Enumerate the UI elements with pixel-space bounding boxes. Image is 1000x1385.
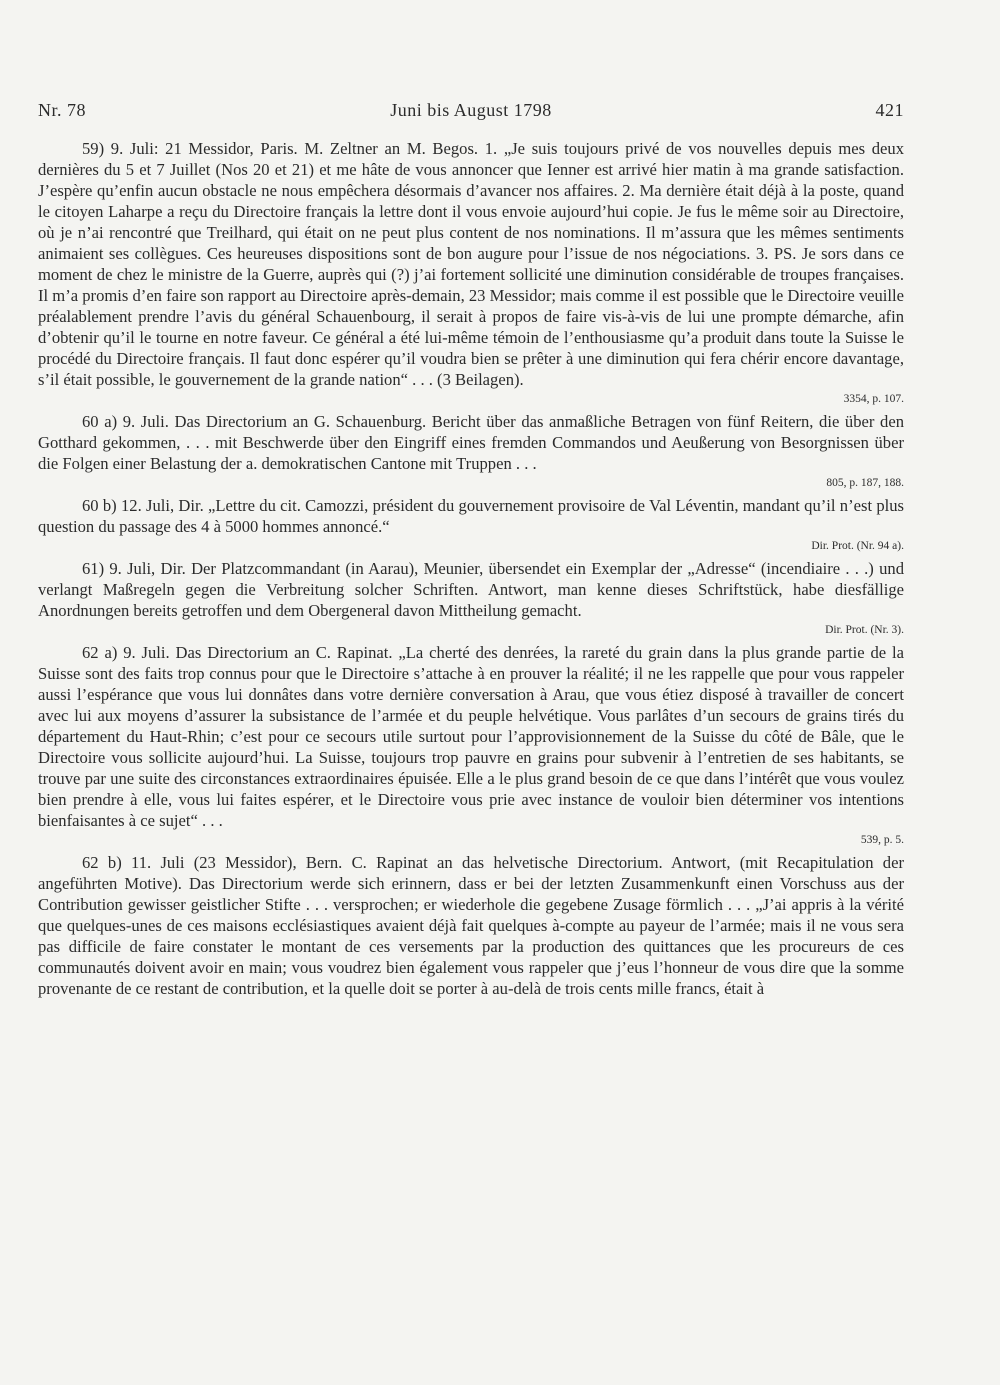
entry-59: [38, 138, 904, 406]
entry-text: 61) 9. Juli, Dir. Der Platzcommandant (in Aarau), Meunier, übersendet ein Exemplar der „Adresse“ (incendiaire . . .) und verlangt Maßregeln gegen die Verbreitung solcher Schriften. Antwort, man kenne dieses Schriftstück, habe diesfällige Anordnungen bereits getroffen und dem Obergeneral davon Mittheilung gemacht.: [38, 559, 904, 620]
entry-text: 62 a) 9. Juli. Das Directorium an C. Rapinat. „La cherté des denrées, la rareté du grain dans la plus grande partie de la Suisse sont des faits trop connus pour que le Directoire s’attache à en prouver la réalité; il ne les rappelle que pour vous rappeler aussi l’espérance que vous lui donnâtes dans votre dernière conversation à Arau, que vous étiez disposé à travailler de concert avec lui aux moyens d’assurer la subsistance de l’armée et du peuple helvétique. Vous parlâtes d’un secours de grains tirés du département du Haut-Rhin; c’est pour ce secours utile surtout pour l’approvisionnement de la Suisse du côté de Bâle, que le Directoire vous sollicite aujourd’hui. La Suisse, toujours trop pauvre en grains pour subvenir à l’entretien de ses habitants, se trouve par une suite des circonstances extraordinaires épuisée. Elle a le plus grand besoin de ce que dans l’intérêt que vous voulez bien prendre à elle, vous lui faites espérer, et le Directoire vous prie avec instance de vouloir bien déterminer vos intentions bienfaisantes à ce sujet“ . . .: [38, 643, 904, 830]
entry-text: 59) 9. Juli: 21 Messidor, Paris. M. Zeltner an M. Begos. 1. „Je suis toujours privé de vos nouvelles depuis mes deux dernières du 5 et 7 Juillet (Nos 20 et 21) et me hâte de vous annoncer que Ienner est arrivé hier matin à ma grande satisfaction. J’espère qu’enfin aucun obstacle ne nous empêchera désormais d’avancer nos affaires. 2. Ma dernière était déjà à la poste, quand le citoyen Laharpe a reçu du Directoire français la lettre dont il vous envoie aujourd’hui copie. Je fus le même soir au Directoire, où je n’ai rencontré que Treilhard, qui était on ne peut plus content de nos nominations. Il m’assura que les mêmes sentiments animaient ses collègues. Ces heureuses dispositions sont de bon augure pour l’issue de nos négociations. 3. PS. Je sors dans ce moment de chez le ministre de la Guerre, auprès qui (?) j’ai fortement sollicité une diminution considérable de troupes françaises. Il m’a promis d’en faire son rapport au Directoire après-demain, 23 Messidor; mais comme il est possible que le Directoire veuille préalablement prendre l’avis du général Schauenbourg, il serait à propos de faire vis-à-vis de lui une prompte démarche, afin d’obtenir qu’il le tourne en notre faveur. Ce général a été lui-même témoin de l’enthousiasme qu’a produit dans toute la Suisse le procédé du Directoire français. Il faut donc espérer qu’il voudra bien se prêter à une diminution qui fera chérir encore davantage, s’il était possible, le gouvernement de la grande nation“ . . . (3 Beilagen).: [38, 139, 904, 389]
running-header: [38, 100, 904, 126]
entry-60a: [38, 411, 904, 490]
source-reference: Dir. Prot. (Nr. 94 a).: [811, 540, 904, 552]
document-number: Nr. 78: [38, 100, 86, 120]
entry-text: 62 b) 11. Juli (23 Messidor), Bern. C. Rapinat an das helvetische Directorium. Antwort, (mit Recapitulation der angeführten Motive). Das Directorium werde sich erinnern, dass er bei der letzten Zusammenkunft einen Vorschuss aus der Contribution gewisser geistlicher Stifte . . . versprochen; er wiederhole die gegebene Zusage förmlich . . . „J’ai appris à la vérité que quelques-unes de ces maisons ecclésiastiques avaient déjà fait quelques à-compte au payeur de l’armée; mais il ne vous sera pas difficile de faire constater le montant de ces versements par la production des quittances que les procureurs de ces communautés doivent avoir en main; vous voudrez bien également vous rappeler que j’eus l’honneur de vous dire que la somme provenante de ce restant de contribution, et la quelle doit se porter à au-delà de trois cents mille francs, était à: [38, 853, 904, 998]
entry-60b: [38, 495, 904, 553]
entry-62a: [38, 642, 904, 847]
source-reference: 539, p. 5.: [860, 834, 904, 846]
entry-62b: [38, 852, 904, 999]
page-body: [38, 138, 904, 999]
running-title: Juni bis August 1798: [390, 100, 552, 120]
source-reference: 805, p. 187, 188.: [826, 477, 904, 489]
source-reference: 3354, p. 107.: [843, 393, 904, 405]
entry-text: 60 a) 9. Juli. Das Directorium an G. Schauenburg. Bericht über das anmaßliche Betragen von fünf Reitern, die über den Gotthard gekommen, . . . mit Beschwerde über den Eingriff eines fremden Commandos und Aeußerung von Besorgnissen über die Folgen einer Belastung der a. demokratischen Cantone mit Truppen . . .: [38, 412, 904, 473]
entry-61: [38, 558, 904, 637]
page-number: 421: [875, 100, 904, 120]
entry-text: 60 b) 12. Juli, Dir. „Lettre du cit. Camozzi, président du gouvernement provisoire de Val Léventin, mandant qu’il n’est plus question du passage des 4 à 5000 hommes annoncé.“: [38, 496, 904, 536]
source-reference: Dir. Prot. (Nr. 3).: [825, 624, 904, 636]
